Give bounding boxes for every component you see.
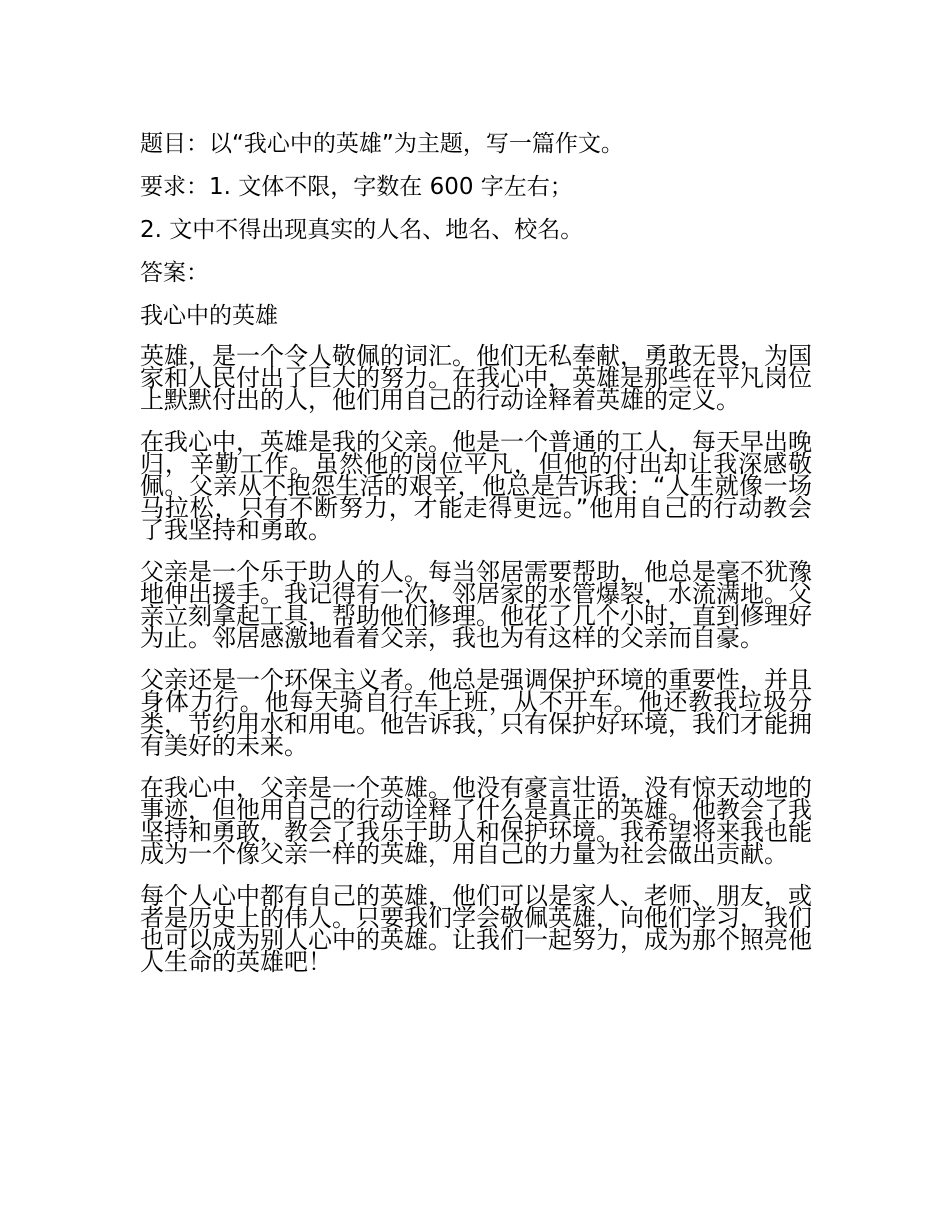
document-page [140, 128, 812, 993]
requirement-line-1: 要求：1. 文体不限，字数在 600 字左右； [140, 174, 573, 200]
essay-paragraph: 父亲是一个乐于助人的人。每当邻居需要帮助，他总是毫不犹豫地伸出援手。我记得有一次，邻居家的水管爆裂，水流满地。父亲立刻拿起工具，帮助他们修理。他花了几个小时，直到修理好为止。邻居感激地看着父亲，我也为有这样的父亲而自豪。 [140, 558, 812, 652]
requirement-line-2: 2. 文中不得出现真实的人名、地名、校名。 [140, 217, 584, 243]
essay-paragraph: 每个人心中都有自己的英雄，他们可以是家人、老师、朋友，或者是历史上的伟人。只要我们学会敬佩英雄，向他们学习，我们也可以成为别人心中的英雄。让我们一起努力，成为那个照亮他人生命的英雄吧！ [140, 882, 812, 976]
essay-paragraph: 英雄，是一个令人敬佩的词汇。他们无私奉献，勇敢无畏，为国家和人民付出了巨大的努力。在我心中，英雄是那些在平凡岗位上默默付出的人，他们用自己的行动诠释着英雄的定义。 [140, 342, 812, 414]
essay-paragraph: 在我心中，父亲是一个英雄。他没有豪言壮语，没有惊天动地的事迹，但他用自己的行动诠释了什么是真正的英雄。他教会了我坚持和勇敢，教会了我乐于助人和保护环境。我希望将来我也能成为一个像父亲一样的英雄，用自己的力量为社会做出贡献。 [140, 774, 812, 868]
essay-paragraph: 在我心中，英雄是我的父亲。他是一个普通的工人，每天早出晚归，辛勤工作。虽然他的岗位平凡，但他的付出却让我深感敬佩。父亲从不抱怨生活的艰辛，他总是告诉我：“人生就像一场马拉松，只有不断努力，才能走得更远。”他用自己的行动教会了我坚持和勇敢。 [140, 428, 812, 544]
essay-paragraph: 父亲还是一个环保主义者。他总是强调保护环境的重要性，并且身体力行。他每天骑自行车上班，从不开车。他还教我垃圾分类，节约用水和用电。他告诉我，只有保护好环境，我们才能拥有美好的未来。 [140, 666, 812, 760]
essay-title: 我心中的英雄 [140, 303, 278, 329]
answer-label: 答案： [140, 260, 209, 286]
prompt-line: 题目：以“我心中的英雄”为主题，写一篇作文。 [140, 131, 624, 157]
